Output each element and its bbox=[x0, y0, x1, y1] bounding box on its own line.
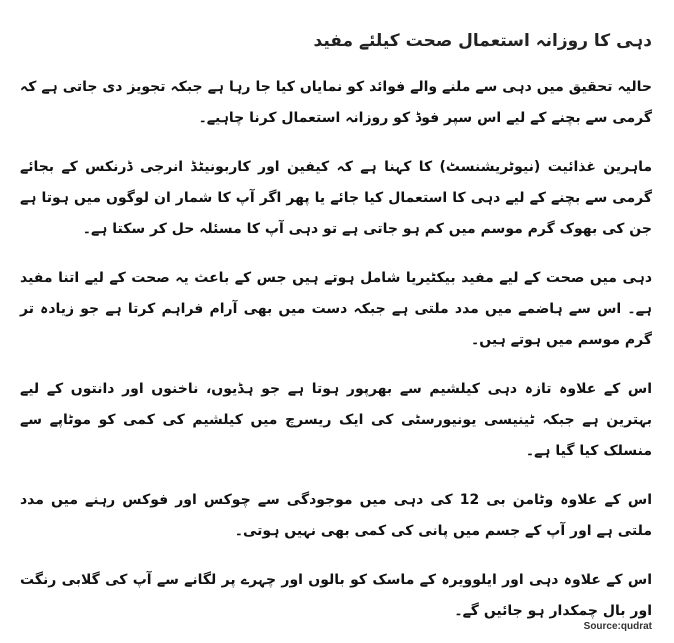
article-paragraph-2: ماہرین غذائیت (نیوٹریشنسٹ) کا کہنا ہے کہ کیفین اور کاربونیٹڈ انرجی ڈرنکس کے بجائے گرمی سے بچنے کے لیے دہی کا استعمال کیا جائے یا پھر اگر آپ کا شمار ان لوگوں میں ہوتا ہے جن کی بھوک گرم موسم میں کم ہو جاتی ہے تو دہی آپ کا مسئلہ حل کر سکتا ہے۔ bbox=[20, 159, 652, 237]
article-paragraph-1: حالیہ تحقیق میں دہی سے ملنے والے فوائد کو نمایاں کیا جا رہا ہے جبکہ تجویز دی جاتی ہے کہ گرمی سے بچنے کے لیے اس سپر فوڈ کو روزانہ استعمال کرنا چاہیے۔ bbox=[20, 79, 652, 126]
source-credit: Source:qudrat bbox=[583, 621, 652, 632]
article-paragraph-5: اس کے علاوہ وٹامن بی 12 کی دہی میں موجودگی سے چوکس اور فوکس رہنے میں مدد ملتی ہے اور آپ کے جسم میں پانی کی کمی بھی نہیں ہوتی۔ bbox=[20, 492, 652, 539]
article-title: دہی کا روزانہ استعمال صحت کیلئے مفید bbox=[313, 31, 652, 51]
article bbox=[20, 28, 652, 643]
article-paragraph-4: اس کے علاوہ تازہ دہی کیلشیم سے بھرپور ہوتا ہے جو ہڈیوں، ناخنوں اور دانتوں کے لیے بہترین ہے جبکہ ٹینیسی یونیورسٹی کی ایک ریسرچ میں کیلشیم کی کمی کو موٹاپے سے منسلک کیا گیا ہے۔ bbox=[20, 381, 652, 459]
article-paragraph-3: دہی میں صحت کے لیے مفید بیکٹیریا شامل ہوتے ہیں جس کے باعث یہ صحت کے لیے اتنا مفید ہے۔ اس سے ہاضمے میں مدد ملتی ہے جبکہ دست میں بھی آرام فراہم کرتا ہے جو زیادہ تر گرم موسم میں ہوتے ہیں۔ bbox=[20, 270, 652, 348]
article-paragraph-6: اس کے علاوہ دہی اور ایلوویرہ کے ماسک کو بالوں اور چہرے پر لگانے سے آپ کی گلابی رنگت اور بال چمکدار ہو جائیں گے۔ bbox=[20, 572, 652, 619]
